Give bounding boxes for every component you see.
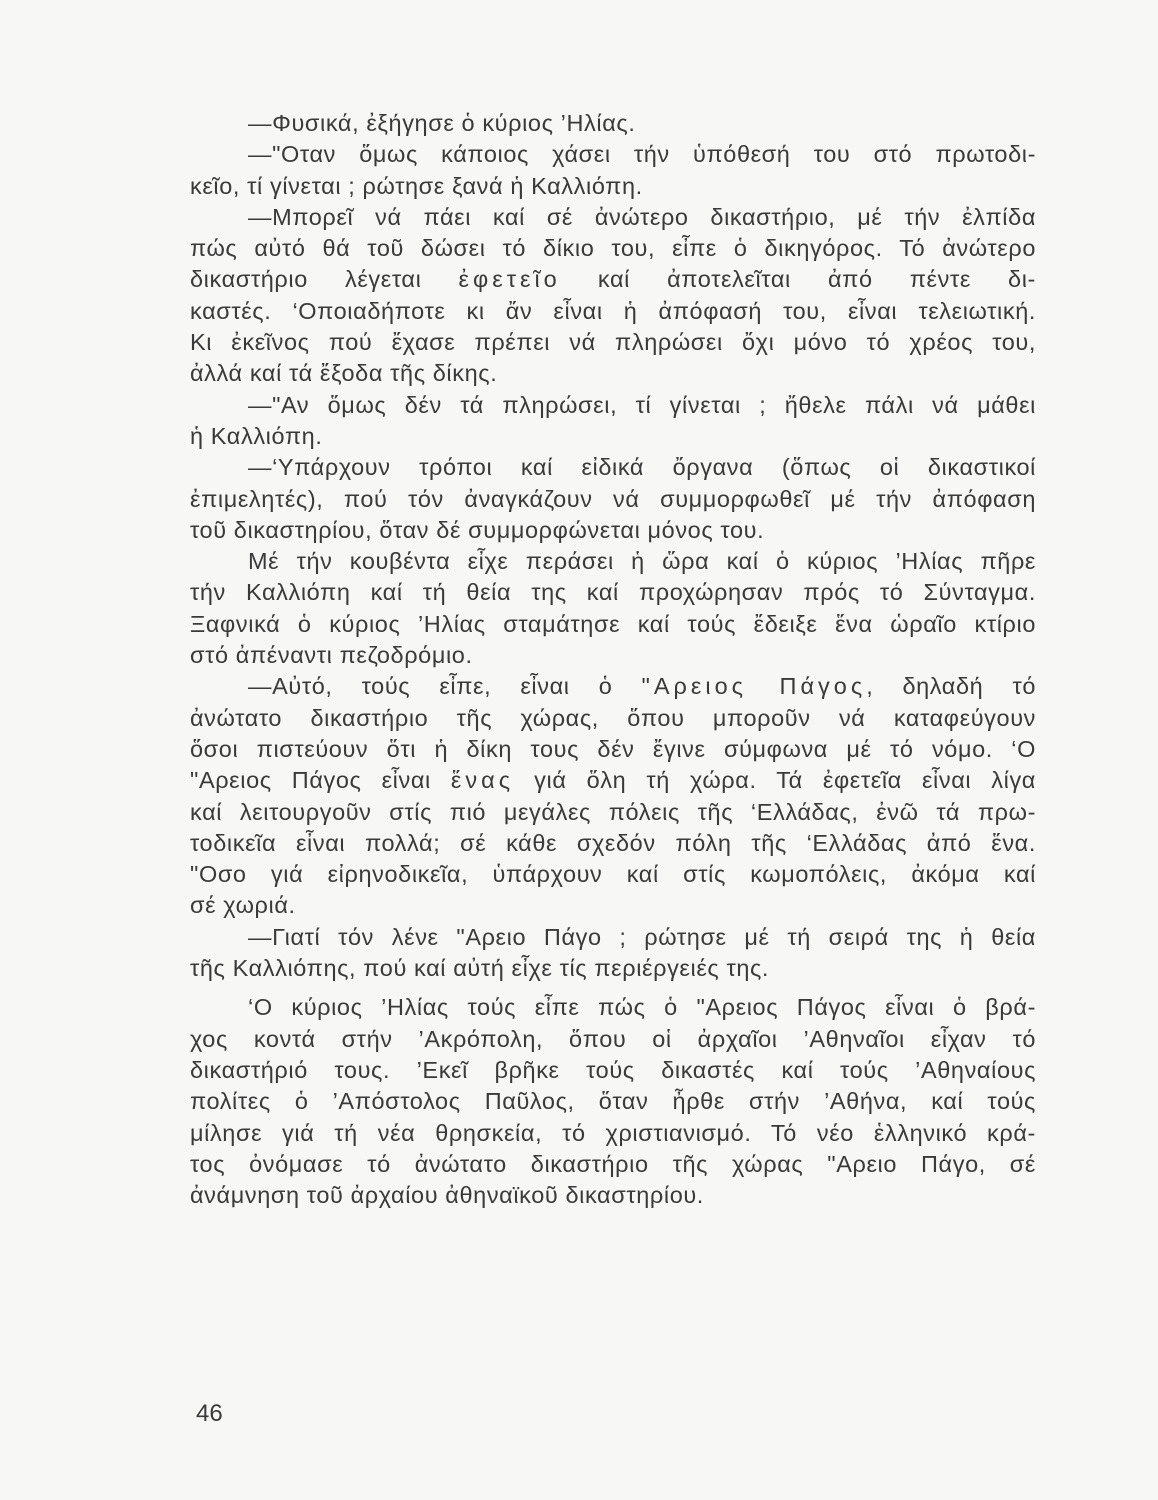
text-line: ἐπιμελητές), πού τόν ἀναγκάζουν νά συμμορφωθεῖ μέ τήν ἀπόφαση: [190, 485, 1036, 512]
page-number: 46: [196, 1400, 223, 1427]
text-fragment: , δηλαδή τό: [866, 673, 1037, 700]
text-line: [190, 765, 1036, 796]
text-fragment: δικαστήριο λέγεται: [190, 266, 459, 293]
text-fragment: —Αὐτό, τούς εἶπε, εἶναι ὁ: [248, 673, 642, 700]
text-line: τοδικεῖα εἶναι πολλά; σέ κάθε σχεδόν πόλη τῆς ‘Ελλάδας ἀπό ἕνα.: [190, 829, 1036, 856]
text-line: —"Αν ὅμως δέν τά πληρώσει, τί γίνεται ; ἤθελε πάλι νά μάθει: [248, 391, 1036, 418]
text-fragment: γιά ὅλη τή χώρα. Τά ἐφετεῖα εἶναι λίγα: [514, 767, 1036, 794]
text-line: τήν Καλλιόπη καί τή θεία της καί προχώρησαν πρός τό Σύνταγμα.: [190, 579, 1036, 606]
text-line: ὅσοι πιστεύουν ὅτι ἡ δίκη τους δέν ἔγινε σύμφωνα μέ τό νόμο. ‘Ο: [190, 735, 1036, 762]
text-line: χος κοντά στήν ’Ακρόπολη, ὅπου οἱ ἀρχαῖοι ’Αθηναῖοι εἶχαν τό: [190, 1025, 1036, 1052]
text-line: —Μπορεῖ νά πάει καί σέ ἀνώτερο δικαστήριο, μέ τήν ἐλπίδα: [248, 203, 1036, 230]
text-line: τοῦ δικαστηρίου, ὅταν δέ συμμορφώνεται μόνος του.: [190, 516, 765, 543]
emphasized-term: ἕνας: [450, 767, 515, 794]
text-line: ἡ Καλλιόπη.: [190, 422, 323, 449]
text-line: ἀλλά καί τά ἔξοδα τῆς δίκης.: [190, 360, 498, 387]
text-line: —Γιατί τόν λένε "Αρειο Πάγο ; ρώτησε μέ τή σειρά της ἡ θεία: [248, 923, 1036, 950]
text-line: Ξαφνικά ὁ κύριος ’Ηλίας σταμάτησε καί τούς ἔδειξε ἕνα ὡραῖο κτίριο: [190, 610, 1036, 637]
text-line: ἀνώτατο δικαστήριο τῆς χώρας, ὅπου μποροῦν νά καταφεύγουν: [190, 704, 1036, 731]
text-line: Κι ἐκεῖνος πού ἔχασε πρέπει νά πληρώσει ὄχι μόνο τό χρέος του,: [190, 329, 1036, 356]
text-line: —Φυσικά, ἐξήγησε ὁ κύριος ’Ηλίας.: [248, 110, 636, 136]
text-line: Μέ τήν κουβέντα εἶχε περάσει ἡ ὥρα καί ὁ κύριος ’Ηλίας πῆρε: [248, 548, 1036, 575]
text-line: κεῖο, τί γίνεται ; ρώτησε ξανά ἡ Καλλιόπη.: [190, 172, 643, 199]
text-fragment: "Αρειος Πάγος εἶναι: [190, 767, 451, 794]
text-line: [190, 264, 1036, 295]
text-line: τος ὀνόμασε τό ἀνώτατο δικαστήριο τῆς χώρας "Αρειο Πάγο, σέ: [190, 1150, 1036, 1177]
text-line: πώς αὐτό θά τοῦ δώσει τό δίκιο του, εἶπε ὁ δικηγόρος. Τό ἀνώτερο: [190, 235, 1036, 262]
text-line: στό ἀπέναντι πεζοδρόμιο.: [190, 642, 473, 669]
text-line: —"Οταν ὅμως κάποιος χάσει τήν ὑπόθεσή του στό πρωτοδι-: [248, 141, 1036, 168]
paragraph-gap: [190, 984, 1036, 992]
text-line: ‘Ο κύριος ’Ηλίας τούς εἶπε πώς ὁ "Αρειος Πάγος εἶναι ὁ βρά-: [248, 994, 1036, 1021]
text-line: σέ χωριά.: [190, 892, 296, 919]
text-line: ἀνάμνηση τοῦ ἀρχαίου ἀθηναϊκοῦ δικαστηρίου.: [190, 1182, 704, 1209]
text-line: "Οσο γιά εἰρηνοδικεῖα, ὑπάρχουν καί στίς κωμοπόλεις, ἀκόμα καί: [190, 861, 1036, 888]
text-line: —‘Υπάρχουν τρόποι καί εἰδικά ὄργανα (ὅπως οἱ δικαστικοί: [248, 454, 1036, 481]
text-line: μίλησε γιά τή νέα θρησκεία, τό χριστιανισμό. Τό νέο ἑλληνικό κρά-: [190, 1119, 1036, 1146]
text-fragment: καί ἀποτελεῖται ἀπό πέντε δι-: [560, 266, 1036, 293]
text-line: δικαστήριό τους. ’Εκεῖ βρῆκε τούς δικαστές καί τούς ’Αθηναίους: [190, 1056, 1036, 1083]
page-body: [190, 108, 1036, 1211]
text-line: καί λειτουργοῦν στίς πιό μεγάλες πόλεις τῆς ‘Ελλάδας, ἐνῶ τά πρω-: [190, 798, 1036, 825]
text-line: πολίτες ὁ ’Απόστολος Παῦλος, ὅταν ἦρθε στήν ’Αθήνα, καί τούς: [190, 1088, 1036, 1115]
text-line: τῆς Καλλιόπης, πού καί αὐτή εἶχε τίς περιέργειές της.: [190, 955, 770, 982]
emphasized-term: ἐφετεῖο: [458, 266, 561, 293]
text-line: [190, 671, 1036, 702]
text-line: καστές. ‘Οποιαδήποτε κι ἄν εἶναι ἡ ἀπόφασή του, εἶναι τελειωτική.: [190, 297, 1036, 324]
emphasized-term: "Αρειος Πάγος: [641, 673, 867, 700]
